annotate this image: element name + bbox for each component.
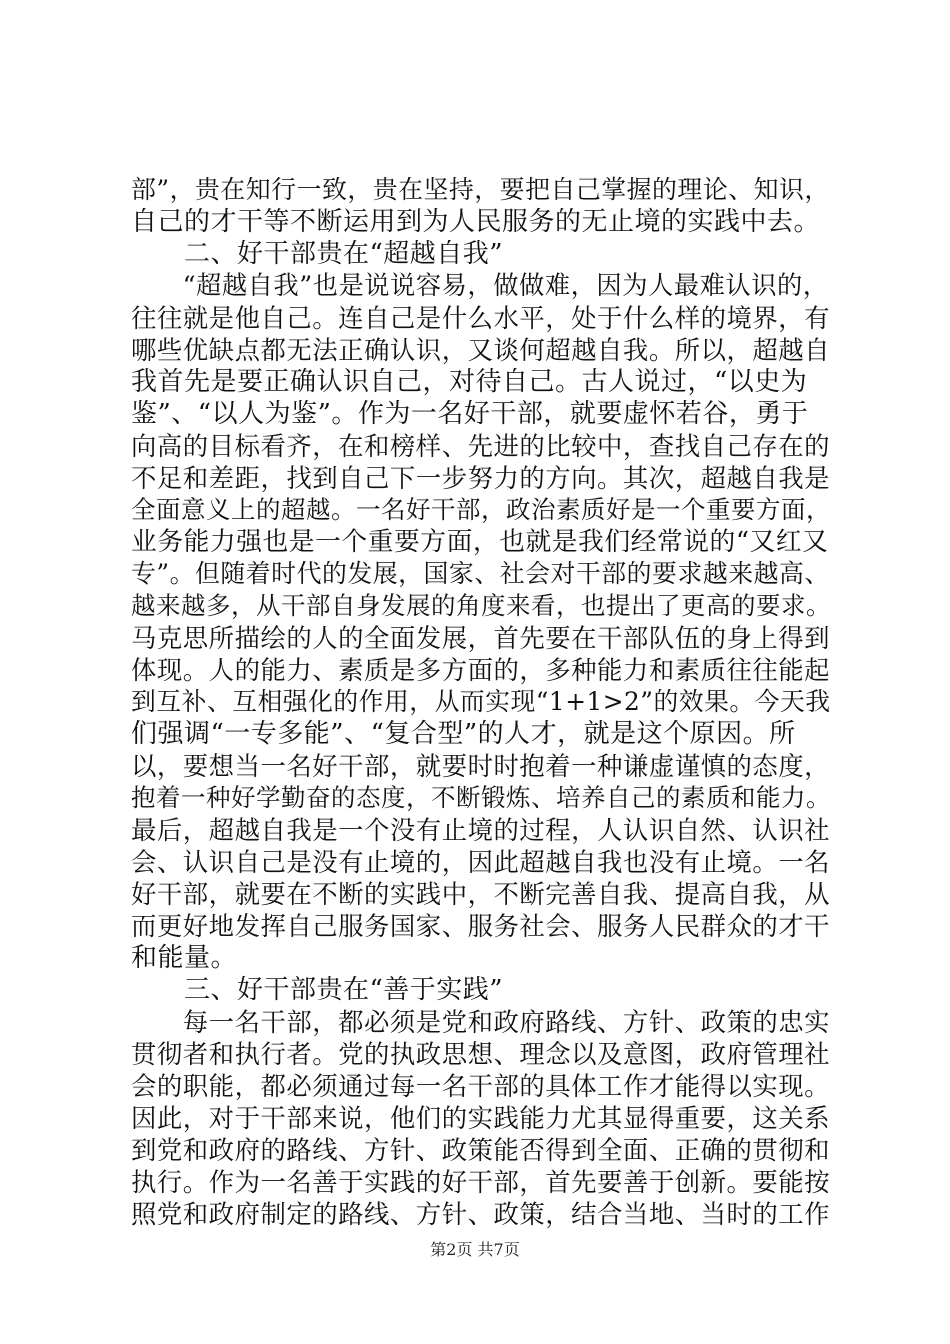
text-line: 以，要想当一名好干部，就要时时抱着一种谦虚谨慎的态度， bbox=[131, 751, 831, 781]
text-line: 照党和政府制定的路线、方针、政策，结合当地、当时的工作 bbox=[131, 1199, 831, 1229]
text-line: 哪些优缺点都无法正确认识，又谈何超越自我。所以，超越自 bbox=[131, 335, 831, 365]
body-text bbox=[131, 174, 831, 1230]
text-line: 不足和差距，找到自己下一步努力的方向。其次，超越自我是 bbox=[131, 463, 831, 493]
text-line: 专”。但随着时代的发展，国家、社会对干部的要求越来越高、 bbox=[131, 559, 830, 588]
text-line: 三、好干部贵在“善于实践” bbox=[131, 975, 504, 1005]
text-line: 体现。人的能力、素质是多方面的，多种能力和素质往往能起 bbox=[131, 655, 831, 685]
text-line: 们强调“一专多能”、“复合型”的人才，就是这个原因。所 bbox=[131, 719, 796, 749]
text-line: 到党和政府的路线、方针、政策能否得到全面、正确的贯彻和 bbox=[131, 1135, 831, 1165]
text-line: 自己的才干等不断运用到为人民服务的无止境的实践中去。 bbox=[131, 207, 821, 237]
text-line: 二、好干部贵在“超越自我” bbox=[131, 239, 504, 269]
text-line: 到互补、互相强化的作用，从而实现“1+1>2”的效果。今天我 bbox=[131, 687, 831, 716]
page-footer: 第2页 共7页 bbox=[430, 1240, 520, 1259]
text-line: 而更好地发挥自己服务国家、服务社会、服务人民群众的才干 bbox=[131, 911, 831, 941]
text-line: 往往就是他自己。连自己是什么水平，处于什么样的境界，有 bbox=[131, 303, 831, 333]
text-line: 执行。作为一名善于实践的好干部，首先要善于创新。要能按 bbox=[131, 1167, 831, 1197]
text-line: 因此，对于干部来说，他们的实践能力尤其显得重要，这关系 bbox=[131, 1103, 831, 1133]
text-line: 鉴”、“以人为鉴”。作为一名好干部，就要虚怀若谷，勇于 bbox=[131, 399, 809, 429]
text-line: 向高的目标看齐，在和榜样、先进的比较中，查找自己存在的 bbox=[131, 431, 831, 461]
text-line: 全面意义上的超越。一名好干部，政治素质好是一个重要方面， bbox=[131, 495, 831, 524]
text-line: 好干部，就要在不断的实践中，不断完善自我、提高自我，从 bbox=[131, 879, 831, 909]
text-line: “超越自我”也是说说容易，做做难，因为人最难认识的， bbox=[131, 271, 829, 300]
text-line: 最后，超越自我是一个没有止境的过程，人认识自然、认识社 bbox=[131, 815, 831, 845]
text-line: 和能量。 bbox=[131, 943, 238, 973]
text-line: 部”，贵在知行一致，贵在坚持，要把自己掌握的理论、知识， bbox=[131, 175, 830, 204]
text-line: 会的职能，都必须通过每一名干部的具体工作才能得以实现。 bbox=[131, 1071, 831, 1101]
text-line: 每一名干部，都必须是党和政府路线、方针、政策的忠实 bbox=[131, 1007, 831, 1037]
text-line: 会、认识自己是没有止境的，因此超越自我也没有止境。一名 bbox=[131, 847, 831, 877]
text-line: 贯彻者和执行者。党的执政思想、理念以及意图，政府管理社 bbox=[131, 1039, 831, 1069]
text-line: 马克思所描绘的人的全面发展，首先要在干部队伍的身上得到 bbox=[131, 623, 831, 653]
text-line: 越来越多，从干部自身发展的角度来看，也提出了更高的要求。 bbox=[131, 591, 831, 620]
text-line: 我首先是要正确认识自己，对待自己。古人说过，“以史为 bbox=[131, 367, 808, 397]
text-line: 业务能力强也是一个重要方面，也就是我们经常说的“又红又 bbox=[131, 527, 829, 557]
text-line: 抱着一种好学勤奋的态度，不断锻炼、培养自己的素质和能力。 bbox=[131, 783, 831, 812]
